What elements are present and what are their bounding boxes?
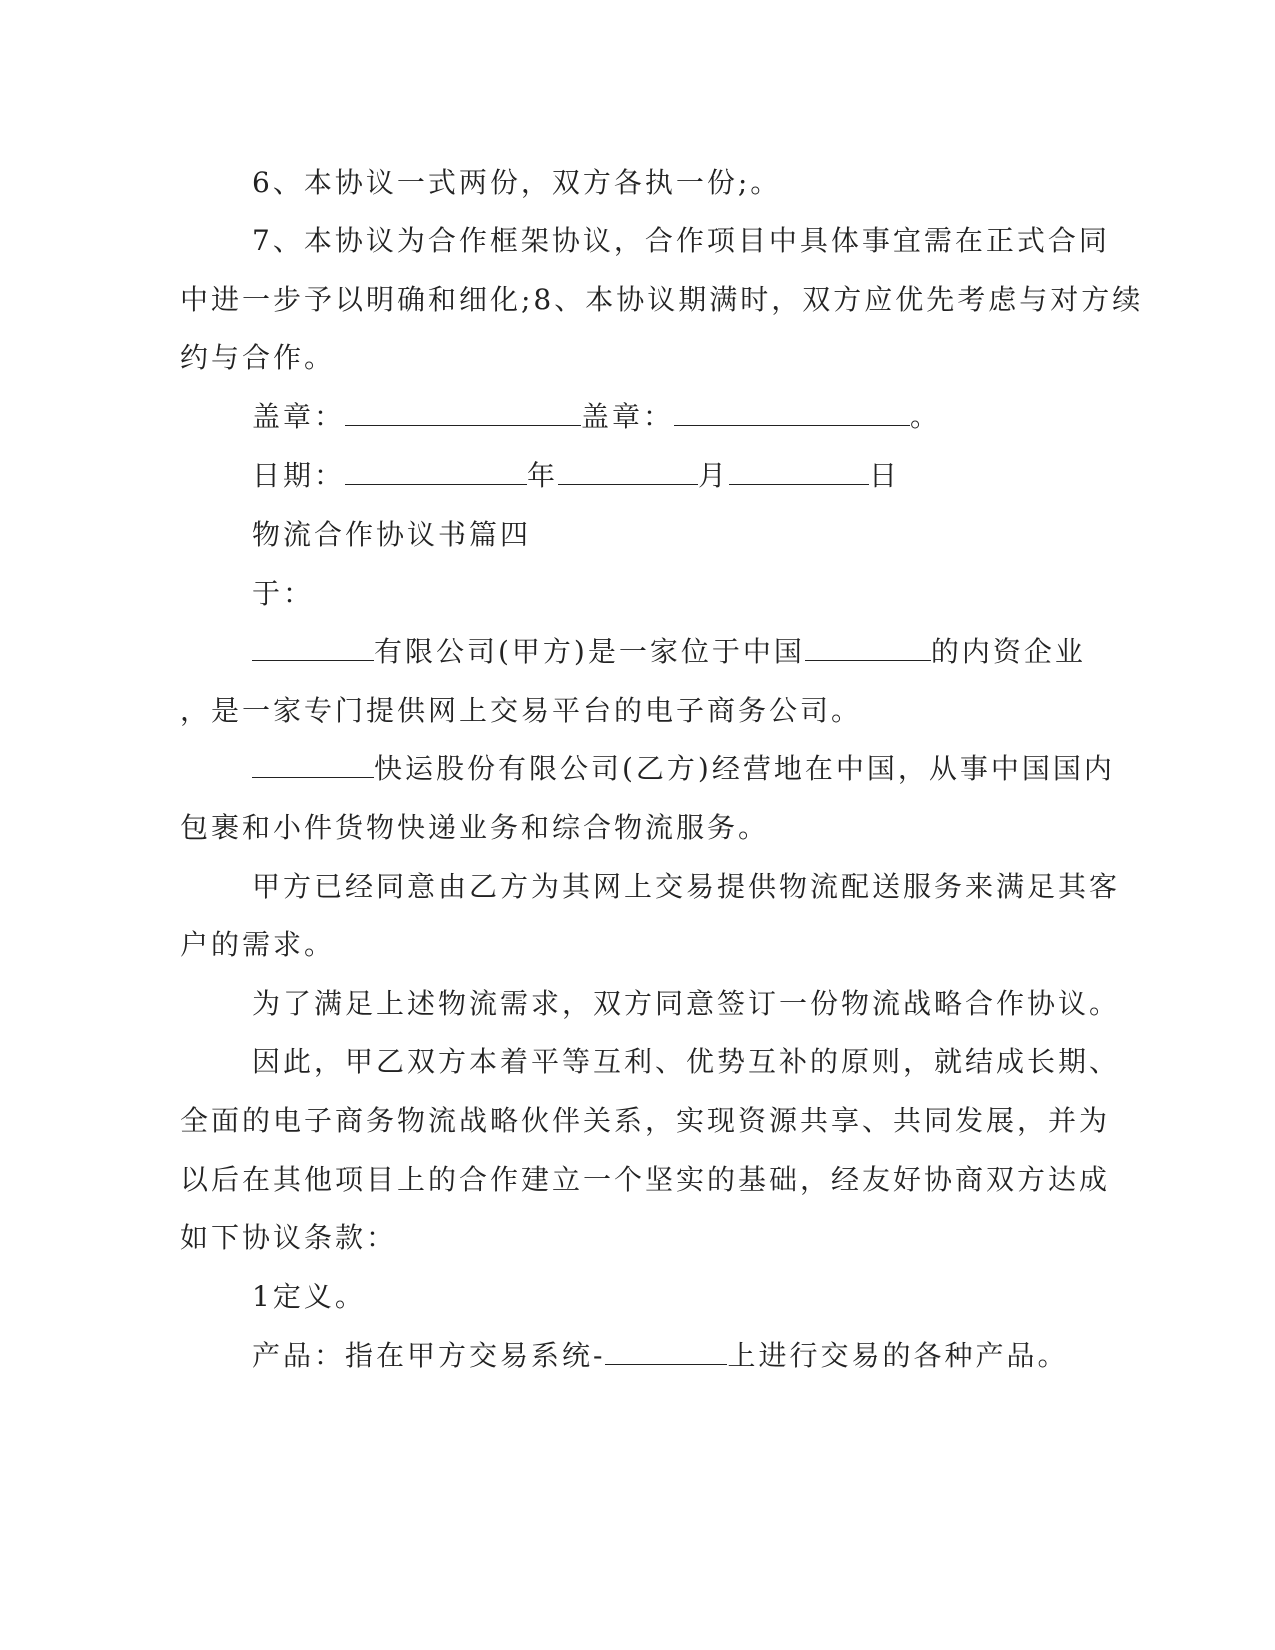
seal-blank-2: [674, 397, 910, 426]
para-principle-line1: 因此，甲乙双方本着平等互利、优势互补的原则，就结成长期、: [252, 1045, 1121, 1078]
seal-end: 。: [910, 400, 942, 433]
day-label: 日: [869, 459, 901, 492]
para-principle-line3: 以后在其他项目上的合作建立一个坚实的基础，经友好协商双方达成: [180, 1163, 1111, 1196]
party-a-name-blank: [252, 632, 374, 661]
section-title: 物流合作协议书篇四: [252, 518, 532, 551]
clause-8-end: 约与合作。: [180, 341, 336, 374]
para-sign: 为了满足上述物流需求，双方同意签订一份物流战略合作协议。: [252, 987, 1121, 1020]
seal-blank-1: [345, 397, 581, 426]
month-blank: [558, 456, 698, 485]
date-line: [252, 456, 900, 496]
to-line: 于：: [252, 577, 315, 610]
party-b-text1: 快运股份有限公司(乙方)经营地在中国，从事中国国内: [374, 752, 1115, 785]
clause-7-line1: 7、本协议为合作框架协议，合作项目中具体事宜需在正式合同: [252, 224, 1110, 257]
party-a-cont: ，是一家专门提供网上交易平台的电子商务公司。: [180, 694, 863, 727]
party-a-text1: 有限公司(甲方)是一家位于中国: [374, 635, 805, 668]
party-b-line: [252, 749, 1115, 789]
para-principle-line2: 全面的电子商务物流战略伙伴关系，实现资源共享、共同发展，并为: [180, 1104, 1111, 1137]
clause-6: 6、本协议一式两份，双方各执一份;。: [252, 166, 782, 199]
year-blank: [345, 456, 527, 485]
year-label: 年: [527, 459, 559, 492]
product-text1: 产品：指在甲方交易系统-: [252, 1339, 606, 1372]
party-a-text2: 的内资企业: [930, 635, 1086, 668]
para-agree-line2: 户的需求。: [180, 928, 336, 961]
party-a-line: [252, 632, 1086, 672]
party-a-location-blank: [805, 632, 931, 661]
definition-title: 1定义。: [252, 1280, 366, 1313]
party-b-name-blank: [252, 749, 374, 778]
para-agree-line1: 甲方已经同意由乙方为其网上交易提供物流配送服务来满足其客: [252, 870, 1121, 903]
party-b-cont: 包裹和小件货物快递业务和综合物流服务。: [180, 811, 770, 844]
para-principle-line4: 如下协议条款：: [180, 1221, 398, 1254]
month-label: 月: [698, 459, 730, 492]
date-label: 日期：: [252, 459, 346, 492]
product-definition: [252, 1336, 1068, 1376]
clause-7-line2: 中进一步予以明确和细化;8、本协议期满时，双方应优先考虑与对方续: [180, 283, 1144, 316]
day-blank: [729, 456, 869, 485]
seal-label-2: 盖章：: [581, 400, 675, 433]
seal-label-1: 盖章：: [252, 400, 346, 433]
product-system-blank: [605, 1336, 727, 1365]
seal-line: [252, 397, 941, 437]
product-text2: 上进行交易的各种产品。: [727, 1339, 1069, 1372]
